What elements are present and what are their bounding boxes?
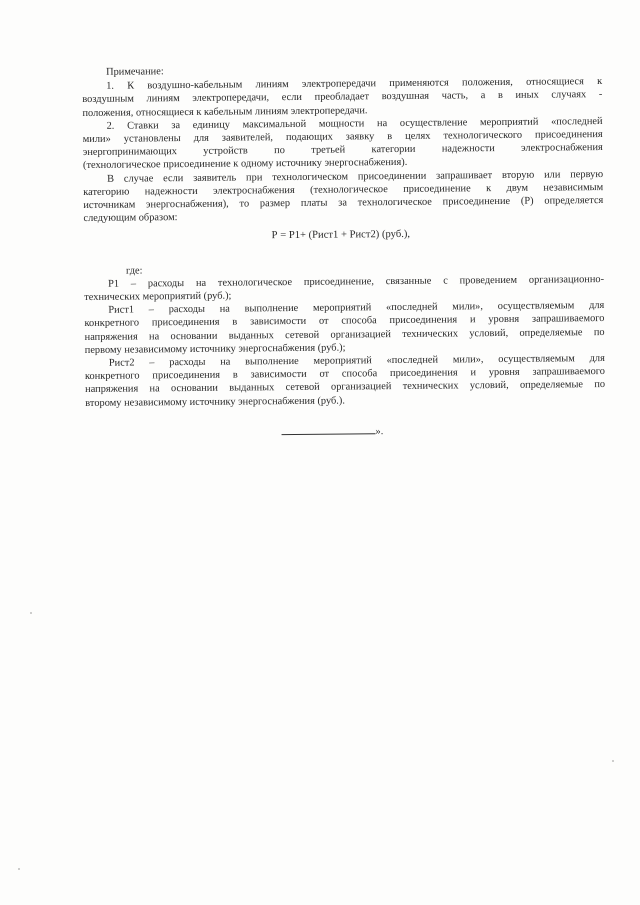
text-line: 1. К воздушно-кабельным линиям электропередачи применяются положения, относящиеся к xyxy=(106,76,603,92)
text-line: источникам энергоснабжения), то размер платы за технологическое присоединение (Р) определяется xyxy=(83,195,604,212)
scan-speck xyxy=(18,868,20,870)
text-line: В случае если заявитель при технологическом присоединении запрашивает вторую или первую xyxy=(107,168,604,185)
text-line: (технологическое присоединение к одному источнику энергоснабжения). xyxy=(82,157,408,172)
document-body xyxy=(82,61,606,441)
payment-formula: Р = Р1+ (Рист1 + Рист2) (руб.), xyxy=(271,229,411,242)
text-line: положения, относящиеся к кабельным линиям электропередачи. xyxy=(82,104,368,119)
text-line: Рист1 – расходы на выполнение мероприятий «последней мили», осуществляемым для xyxy=(108,300,605,317)
text-line: первому независимому источнику энергоснабжения (руб.); xyxy=(84,342,346,356)
text-line: мили» установлены для заявителей, подающих заявку в целях технологического присоединения xyxy=(82,129,603,146)
note-item-2 xyxy=(83,115,603,173)
scan-speck xyxy=(612,760,614,762)
note-item-1 xyxy=(82,75,602,120)
definition-rist2 xyxy=(85,352,605,410)
text-line: следующим образом: xyxy=(83,212,178,225)
closing-signature-line xyxy=(85,423,605,441)
note-heading: Примечание: xyxy=(106,66,164,78)
text-line: конкретного присоединения в зависимости от способа присоединения и уровня запрашиваемого xyxy=(84,313,605,330)
text-line: категорию надежности электроснабжения (технологическое присоединение к двум независимым xyxy=(83,181,604,198)
text-line: 2. Ставки за единицу максимальной мощности на осуществление мероприятий «последней xyxy=(106,115,603,132)
text-line: конкретного присоединения в зависимости от способа присоединения и уровня запрашиваемого xyxy=(84,366,606,383)
text-line: второму независимому источнику энергоснабжения (руб.). xyxy=(85,395,345,409)
scan-speck xyxy=(30,612,32,614)
definition-rist1 xyxy=(84,299,604,357)
text-line: энергопринимающих устройств по третьей категории надежности электроснабжения xyxy=(82,142,603,159)
text-line: напряжения на основании выданных сетевой организацией технических условий, определяемые по xyxy=(85,379,606,396)
where-label: где: xyxy=(125,265,143,277)
text-line: Р1 – расходы на технологическое присоединение, связанные с проведением организационно- xyxy=(108,273,605,290)
paragraph-second-category xyxy=(83,168,603,226)
text-line: напряжения на основании выданных сетевой организацией технических условий, определяемые по xyxy=(84,326,605,343)
text-line: воздушным линиям электропередачи, если преобладает воздушная часть, а в иных случаях - xyxy=(82,89,603,106)
text-line: технических мероприятий (руб.); xyxy=(84,290,232,304)
blank-underline xyxy=(281,425,375,435)
text-line: Рист2 – расходы на выполнение мероприятий «последней мили», осуществляемым для xyxy=(108,353,605,369)
closing-quote-mark: ». xyxy=(375,425,384,438)
